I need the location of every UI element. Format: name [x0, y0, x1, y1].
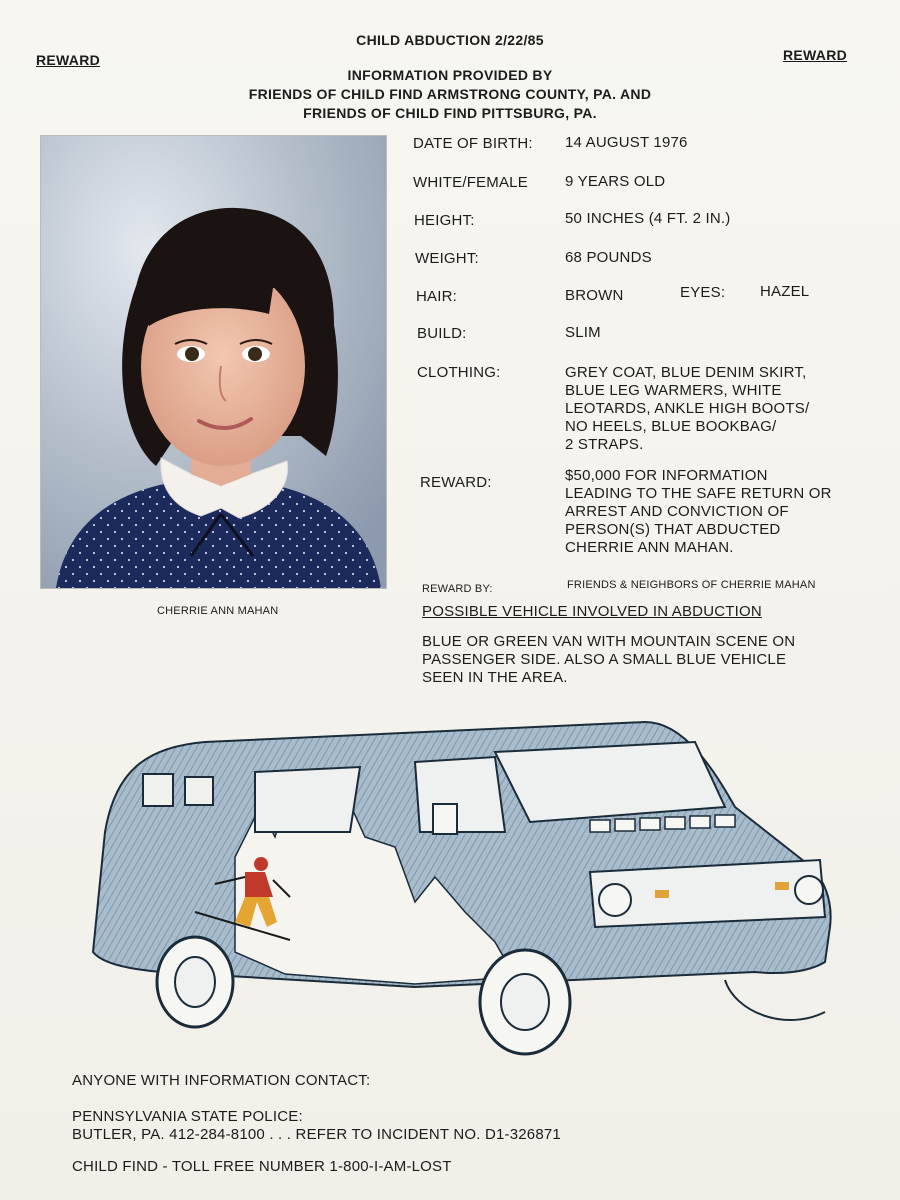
clothing-line: 2 STRAPS. [565, 436, 644, 453]
clothing-description [565, 364, 809, 454]
reward-line: LEADING TO THE SAFE RETURN OR [565, 485, 832, 502]
vehicle-heading: POSSIBLE VEHICLE INVOLVED IN ABDUCTION [422, 603, 762, 620]
reward-by-value: FRIENDS & NEIGHBORS OF CHERRIE MAHAN [567, 579, 816, 591]
hair-value: BROWN [565, 287, 624, 304]
race-label: WHITE/FEMALE [413, 174, 528, 191]
clothing-line: LEOTARDS, ANKLE HIGH BOOTS/ [565, 400, 810, 417]
reward-label: REWARD: [420, 474, 492, 491]
contact-phone-line: BUTLER, PA. 412-284-8100 . . . REFER TO INCIDENT NO. D1-326871 [72, 1126, 561, 1143]
van-sketch [85, 712, 845, 1062]
vehicle-line: SEEN IN THE AREA. [422, 669, 568, 686]
childfind-hotline: CHILD FIND - TOLL FREE NUMBER 1-800-I-AM-LOST [72, 1158, 452, 1175]
flyer-title: CHILD ABDUCTION 2/22/85 [356, 32, 544, 48]
eyes-label: EYES: [680, 284, 726, 301]
hair-label: HAIR: [416, 288, 458, 305]
info-line-1: INFORMATION PROVIDED BY [347, 67, 553, 83]
dob-label: DATE OF BIRTH: [413, 135, 533, 152]
contact-intro: ANYONE WITH INFORMATION CONTACT: [72, 1072, 371, 1089]
reward-line: ARREST AND CONVICTION OF [565, 503, 789, 520]
reward-line: CHERRIE ANN MAHAN. [565, 539, 734, 556]
clothing-label: CLOTHING: [417, 364, 501, 381]
child-photo [40, 135, 387, 589]
weight-value: 68 POUNDS [565, 249, 652, 266]
reward-left-label: REWARD [36, 52, 101, 68]
contact-agency: PENNSYLVANIA STATE POLICE: [72, 1108, 303, 1125]
photo-caption: CHERRIE ANN MAHAN [157, 605, 279, 617]
child-portrait-image [41, 136, 386, 588]
reward-right-label: REWARD [783, 47, 848, 63]
height-label: HEIGHT: [414, 212, 475, 229]
reward-by-label: REWARD BY: [422, 583, 493, 595]
clothing-line: BLUE LEG WARMERS, WHITE [565, 382, 782, 399]
vehicle-line: PASSENGER SIDE. ALSO A SMALL BLUE VEHICLE [422, 651, 787, 668]
info-line-2: FRIENDS OF CHILD FIND ARMSTRONG COUNTY, PA. AND [248, 86, 652, 102]
build-value: SLIM [565, 324, 601, 341]
clothing-line: GREY COAT, BLUE DENIM SKIRT, [565, 364, 807, 381]
dob-value: 14 AUGUST 1976 [565, 134, 688, 151]
vehicle-description [422, 633, 795, 687]
weight-label: WEIGHT: [415, 250, 479, 267]
clothing-line: NO HEELS, BLUE BOOKBAG/ [565, 418, 777, 435]
eyes-value: HAZEL [760, 283, 810, 300]
info-line-3: FRIENDS OF CHILD FIND PITTSBURG, PA. [303, 105, 597, 121]
reward-description [565, 467, 832, 557]
build-label: BUILD: [417, 325, 467, 342]
vehicle-line: BLUE OR GREEN VAN WITH MOUNTAIN SCENE ON [422, 633, 796, 650]
reward-line: PERSON(S) THAT ABDUCTED [565, 521, 781, 538]
age-value: 9 YEARS OLD [565, 173, 666, 190]
height-value: 50 INCHES (4 FT. 2 IN.) [565, 210, 731, 227]
reward-line: $50,000 FOR INFORMATION [565, 467, 768, 484]
